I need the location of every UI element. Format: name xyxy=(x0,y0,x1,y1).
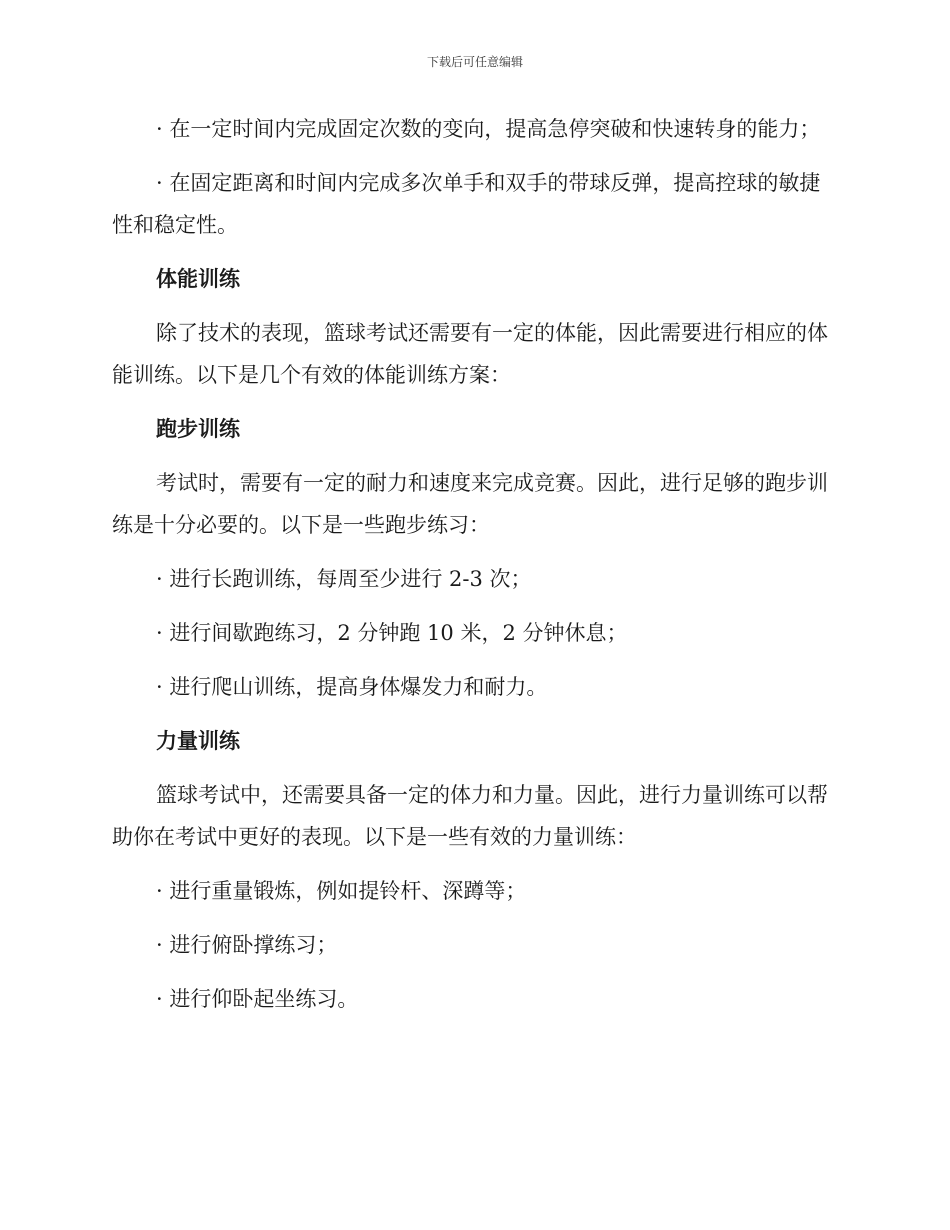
paragraph: 考试时，需要有一定的耐力和速度来完成竞赛。因此，进行足够的跑步训练是十分必要的。以下是一些跑步练习： xyxy=(112,471,828,537)
bullet-item: · 进行间歇跑练习，2 分钟跑 10 米，2 分钟休息； xyxy=(156,621,628,645)
page-header: 下载后可任意编辑 xyxy=(426,55,523,69)
bullet-item: · 进行仰卧起坐练习。 xyxy=(156,987,359,1011)
paragraph: 除了技术的表现，篮球考试还需要有一定的体能，因此需要进行相应的体能训练。以下是几个有效的体能训练方案： xyxy=(112,321,828,387)
section-heading: 力量训练 xyxy=(156,729,240,753)
document-body xyxy=(112,108,834,1032)
bullet-item: · 进行俯卧撑练习； xyxy=(156,933,338,957)
bullet-item: · 进行爬山训练，提高身体爆发力和耐力。 xyxy=(156,675,548,699)
bullet-item: · 在固定距离和时间内完成多次单手和双手的带球反弹，提高控球的敏捷性和稳定性。 xyxy=(112,171,821,237)
section-heading: 跑步训练 xyxy=(156,417,240,441)
section-heading: 体能训练 xyxy=(156,267,240,291)
paragraph: 篮球考试中，还需要具备一定的体力和力量。因此，进行力量训练可以帮助你在考试中更好的表现。以下是一些有效的力量训练： xyxy=(112,783,828,849)
bullet-item: · 进行重量锻炼，例如提铃杆、深蹲等； xyxy=(156,879,527,903)
bullet-item: · 在一定时间内完成固定次数的变向，提高急停突破和快速转身的能力； xyxy=(156,117,821,141)
bullet-item: · 进行长跑训练，每周至少进行 2-3 次； xyxy=(156,567,532,591)
